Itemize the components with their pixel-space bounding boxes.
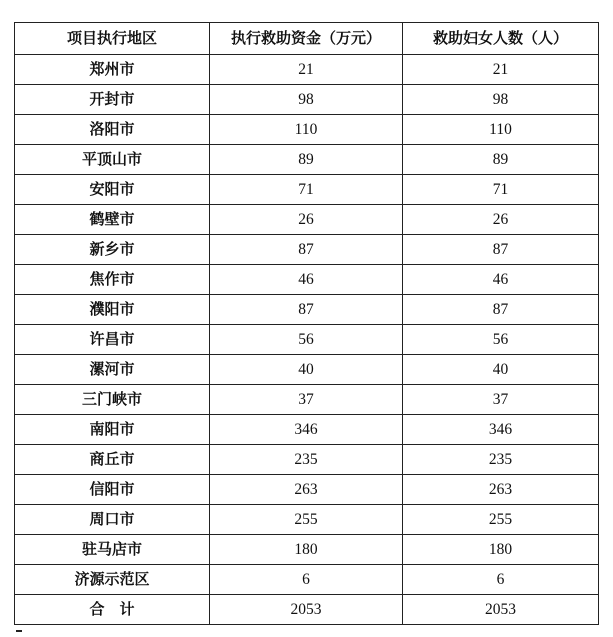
region-cell: 济源示范区 <box>15 565 210 595</box>
total-label: 合 计 <box>15 595 210 625</box>
funds-cell: 6 <box>210 565 403 595</box>
region-cell: 郑州市 <box>15 55 210 85</box>
table-row <box>15 475 599 505</box>
table-row <box>15 175 599 205</box>
funds-cell: 110 <box>210 115 403 145</box>
region-cell: 驻马店市 <box>15 535 210 565</box>
women-count-cell: 21 <box>403 55 599 85</box>
table-row <box>15 265 599 295</box>
aid-funds-table <box>14 22 599 625</box>
funds-cell: 26 <box>210 205 403 235</box>
women-count-cell: 6 <box>403 565 599 595</box>
table-row <box>15 415 599 445</box>
women-count-cell: 263 <box>403 475 599 505</box>
women-count-cell: 46 <box>403 265 599 295</box>
table-body <box>15 55 599 595</box>
total-women-count: 2053 <box>403 595 599 625</box>
table-row <box>15 235 599 265</box>
region-cell: 濮阳市 <box>15 295 210 325</box>
region-cell: 鹤壁市 <box>15 205 210 235</box>
funds-cell: 235 <box>210 445 403 475</box>
region-cell: 许昌市 <box>15 325 210 355</box>
women-count-cell: 56 <box>403 325 599 355</box>
women-count-cell: 255 <box>403 505 599 535</box>
page-mark <box>16 630 22 632</box>
funds-cell: 87 <box>210 235 403 265</box>
table-row <box>15 55 599 85</box>
table-row <box>15 205 599 235</box>
funds-cell: 255 <box>210 505 403 535</box>
region-cell: 安阳市 <box>15 175 210 205</box>
table-row <box>15 505 599 535</box>
women-count-cell: 40 <box>403 355 599 385</box>
women-count-cell: 89 <box>403 145 599 175</box>
table-row <box>15 295 599 325</box>
region-cell: 信阳市 <box>15 475 210 505</box>
region-cell: 洛阳市 <box>15 115 210 145</box>
funds-cell: 37 <box>210 385 403 415</box>
funds-cell: 263 <box>210 475 403 505</box>
funds-cell: 98 <box>210 85 403 115</box>
table-row <box>15 115 599 145</box>
region-cell: 商丘市 <box>15 445 210 475</box>
funds-cell: 89 <box>210 145 403 175</box>
funds-cell: 46 <box>210 265 403 295</box>
women-count-cell: 87 <box>403 235 599 265</box>
region-cell: 漯河市 <box>15 355 210 385</box>
table-row <box>15 85 599 115</box>
total-funds: 2053 <box>210 595 403 625</box>
region-cell: 三门峡市 <box>15 385 210 415</box>
table-header <box>15 23 599 55</box>
women-count-cell: 346 <box>403 415 599 445</box>
total-row <box>15 595 599 625</box>
funds-cell: 180 <box>210 535 403 565</box>
women-count-cell: 180 <box>403 535 599 565</box>
header-funds: 执行救助资金（万元） <box>210 23 403 55</box>
women-count-cell: 71 <box>403 175 599 205</box>
table-footer <box>15 595 599 625</box>
region-cell: 焦作市 <box>15 265 210 295</box>
table-row <box>15 385 599 415</box>
region-cell: 开封市 <box>15 85 210 115</box>
region-cell: 南阳市 <box>15 415 210 445</box>
region-cell: 新乡市 <box>15 235 210 265</box>
funds-cell: 21 <box>210 55 403 85</box>
header-region: 项目执行地区 <box>15 23 210 55</box>
women-count-cell: 87 <box>403 295 599 325</box>
funds-cell: 40 <box>210 355 403 385</box>
table-row <box>15 445 599 475</box>
women-count-cell: 110 <box>403 115 599 145</box>
table-row <box>15 145 599 175</box>
table-row <box>15 535 599 565</box>
header-women-count: 救助妇女人数（人） <box>403 23 599 55</box>
region-cell: 周口市 <box>15 505 210 535</box>
women-count-cell: 26 <box>403 205 599 235</box>
table-row <box>15 565 599 595</box>
women-count-cell: 235 <box>403 445 599 475</box>
table-row <box>15 325 599 355</box>
header-row <box>15 23 599 55</box>
table-row <box>15 355 599 385</box>
funds-cell: 87 <box>210 295 403 325</box>
women-count-cell: 37 <box>403 385 599 415</box>
women-count-cell: 98 <box>403 85 599 115</box>
region-cell: 平顶山市 <box>15 145 210 175</box>
funds-cell: 346 <box>210 415 403 445</box>
funds-cell: 56 <box>210 325 403 355</box>
funds-cell: 71 <box>210 175 403 205</box>
